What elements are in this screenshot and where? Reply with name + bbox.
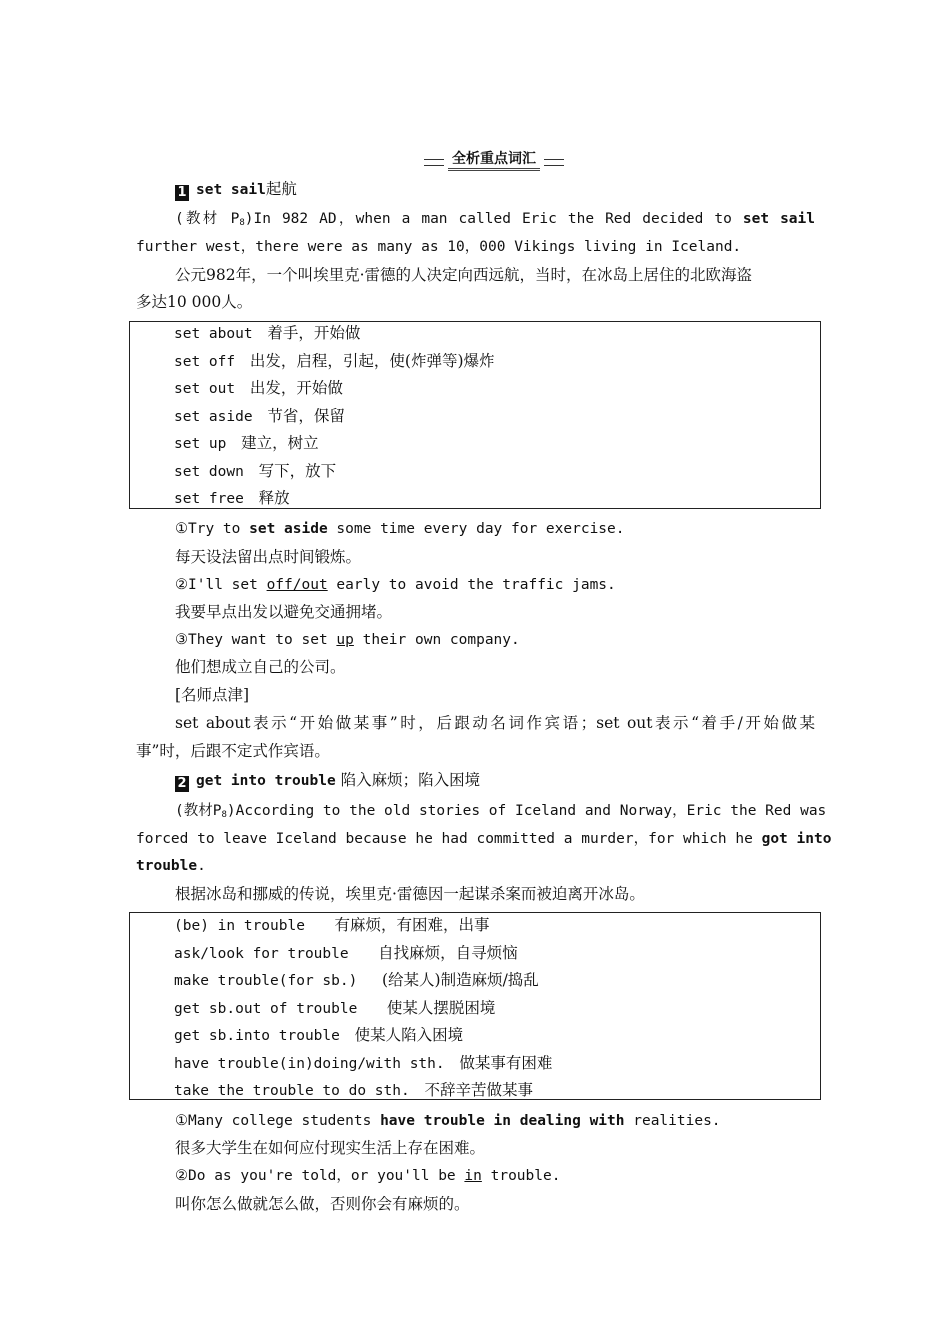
phrase-row [174, 915, 490, 936]
item1-heading [175, 179, 815, 201]
ex-text: ②I'll set [175, 577, 267, 593]
item2-meaning: 陷入麻烦；陷入困境 [340, 771, 481, 789]
item2-phrase: get into trouble [196, 773, 336, 789]
item2-translation: 根据冰岛和挪威的传说，埃里克·雷德因一起谋杀案而被迫离开冰岛。 [175, 885, 645, 903]
item1-ex3 [175, 630, 815, 650]
phrase-en: set free [174, 491, 244, 507]
item2-source-page: 8 [221, 810, 227, 820]
phrase-en: ask/look for trouble [174, 946, 349, 962]
item1-tip-line2: 事”时，后跟不定式作宾语。 [136, 742, 330, 760]
ex-bold: have trouble in dealing with [380, 1113, 625, 1129]
item1-ex1-zh: 每天设法留出点时间锻炼。 [175, 548, 362, 566]
phrase-row [174, 378, 343, 399]
item2-example-text: According to the old stories of Iceland and Norway，Eric the Red was [235, 803, 827, 819]
phrase-en: have trouble(in)doing/with sth. [174, 1056, 445, 1072]
phrase-zh: (给某人)制造麻烦/捣乱 [381, 971, 539, 989]
phrase-row [174, 998, 495, 1019]
item1-source-page: 8 [239, 218, 245, 228]
section-title-text: 全析重点词汇 [448, 150, 540, 171]
item2-number-badge: 2 [175, 776, 189, 792]
ex-text: realities. [624, 1113, 721, 1129]
phrase-row [174, 433, 319, 454]
phrase-zh: 使某人陷入困境 [354, 1026, 464, 1044]
ex-text: ①Many college students [175, 1113, 381, 1129]
phrase-en: take the trouble to do sth. [174, 1083, 410, 1099]
item2-source-close: ) [226, 803, 236, 819]
phrase-en: set out [174, 381, 236, 397]
item1-meaning: 起航 [265, 180, 297, 198]
ex-answer: off/out [266, 577, 328, 593]
phrase-zh: 做某事有困难 [459, 1054, 553, 1072]
item2-example-bold: got into [761, 831, 832, 847]
phrase-zh: 节省，保留 [267, 407, 345, 425]
phrase-zh: 释放 [258, 489, 290, 507]
phrase-row [174, 1025, 463, 1046]
ex-text: their own company. [353, 632, 520, 648]
phrase-en: make trouble(for sb.) [174, 973, 358, 989]
phrase-row [174, 461, 336, 482]
ex-text: some time every day for exercise. [327, 521, 625, 537]
item2-ex2 [175, 1166, 815, 1186]
phrase-row [174, 1080, 533, 1101]
item2-heading [175, 770, 815, 792]
item1-example-text: In 982 AD，when a man called Eric the Red decided to [253, 211, 743, 227]
ex-text: early to avoid the traffic jams. [327, 577, 616, 593]
phrase-zh: 出发，启程，引起，使(炸弹等)爆炸 [249, 352, 495, 370]
phrase-row [174, 351, 495, 372]
item1-example-line2: further west，there were as many as 10，000 Vikings living in Iceland. [136, 239, 742, 255]
phrase-zh: 建立，树立 [241, 434, 319, 452]
ex-text: ③They want to set [175, 632, 337, 648]
phrase-zh: 出发，开始做 [249, 379, 343, 397]
ex-text: ①Try to [175, 521, 250, 537]
item1-tip-line1: set about表示“开始做某事”时，后跟动名词作宾语；set out表示“着手/开始做某 [175, 714, 815, 732]
phrase-en: set aside [174, 409, 253, 425]
item1-ex1 [175, 519, 815, 539]
item2-example-text: forced to leave Iceland because he had committed a murder，for which he [136, 831, 762, 847]
phrase-zh: 不辞辛苦做某事 [424, 1081, 533, 1099]
item1-phrase: set sail [196, 182, 266, 198]
item1-ex2-zh: 我要早点出发以避免交通拥堵。 [175, 603, 393, 621]
item1-source: (教材 P [175, 211, 240, 227]
phrase-en: set up [174, 436, 227, 452]
ex-answer: up [336, 632, 354, 648]
item1-ex3-zh: 他们想成立自己的公司。 [175, 658, 346, 676]
item2-example-line3 [136, 856, 816, 876]
phrase-row [174, 488, 290, 509]
phrase-row [174, 1053, 552, 1074]
item1-phrase-box [129, 321, 821, 509]
item1-translation-line1: 公元982年，一个叫埃里克·雷德的人决定向西远航，当时，在冰岛上居住的北欧海盗 [175, 266, 753, 284]
phrase-zh: 着手，开始做 [267, 324, 361, 342]
phrase-zh: 使某人摆脱困境 [386, 999, 496, 1017]
phrase-row [174, 323, 360, 344]
ex-bold: set aside [249, 521, 328, 537]
item1-ex2 [175, 575, 815, 595]
item1-translation-line2: 多达10 000人。 [136, 293, 253, 311]
section-title [424, 150, 564, 170]
item2-example-bold: trouble [136, 858, 198, 874]
item1-source-close: ) [244, 211, 254, 227]
phrase-en: set about [174, 326, 253, 342]
title-ornament-left [424, 159, 444, 166]
item1-example-bold: set sail [742, 211, 815, 227]
phrase-en: set down [174, 464, 244, 480]
phrase-zh: 有麻烦，有困难，出事 [334, 916, 490, 934]
phrase-en: get sb.out of trouble [174, 1001, 358, 1017]
title-ornament-right [544, 159, 564, 166]
item1-example-line1 [175, 209, 815, 233]
item1-number-badge: 1 [175, 185, 189, 201]
item2-ex2-zh: 叫你怎么做就怎么做，否则你会有麻烦的。 [175, 1195, 470, 1213]
item2-ex1 [175, 1111, 815, 1131]
phrase-en: set off [174, 354, 236, 370]
ex-text: ②Do as you're told，or you'll be [175, 1168, 465, 1184]
item2-source: (教材P [175, 803, 222, 819]
ex-text: trouble. [481, 1168, 561, 1184]
item2-example-line2 [136, 829, 832, 849]
phrase-row [174, 943, 518, 964]
phrase-row [174, 970, 539, 991]
phrase-zh: 写下，放下 [258, 462, 337, 480]
item2-example-line1 [175, 801, 827, 825]
phrase-en: get sb.into trouble [174, 1028, 340, 1044]
phrase-zh: 自找麻烦，自寻烦恼 [378, 944, 518, 962]
phrase-row [174, 406, 345, 427]
item2-example-text: . [197, 858, 206, 874]
item2-phrase-box [129, 912, 821, 1100]
ex-answer: in [464, 1168, 482, 1184]
phrase-en: (be) in trouble [174, 918, 305, 934]
item2-ex1-zh: 很多大学生在如何应付现实生活上存在困难。 [175, 1139, 486, 1157]
item1-tip-label: [名师点津] [175, 686, 250, 704]
